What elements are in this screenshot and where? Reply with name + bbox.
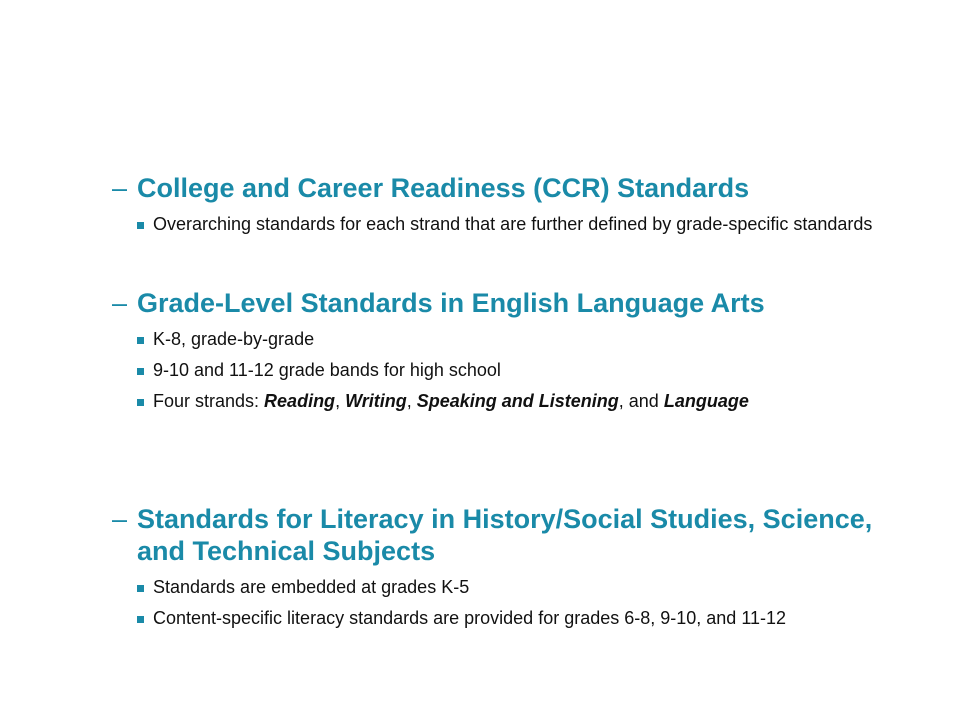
list-item xyxy=(112,577,912,598)
square-bullet-icon xyxy=(137,585,144,592)
bullet-text: 9-10 and 11-12 grade bands for high school xyxy=(153,360,501,380)
strand-language: Language xyxy=(663,391,749,411)
bullet-list xyxy=(112,329,912,412)
list-item xyxy=(112,214,912,235)
section-literacy-standards xyxy=(112,503,912,629)
bullet-text: Overarching standards for each strand that are further defined by grade-specific standards xyxy=(153,214,873,234)
square-bullet-icon xyxy=(137,222,144,229)
dash-marker: – xyxy=(112,288,128,318)
separator: , xyxy=(335,391,346,411)
heading-text: College and Career Readiness (CCR) Standards xyxy=(137,173,750,203)
list-item xyxy=(112,360,912,381)
strand-writing: Writing xyxy=(345,391,407,411)
square-bullet-icon xyxy=(137,399,144,406)
section-ccr-standards xyxy=(112,172,912,235)
square-bullet-icon xyxy=(137,368,144,375)
heading-text: Grade-Level Standards in English Language Arts xyxy=(137,288,765,318)
heading-text: Standards for Literacy in History/Social Studies, Science, and Technical Subjects xyxy=(137,504,873,566)
section-heading xyxy=(112,503,912,567)
bullet-list xyxy=(112,577,912,629)
bullet-list xyxy=(112,214,912,235)
list-item xyxy=(112,329,912,350)
square-bullet-icon xyxy=(137,337,144,344)
bullet-text: Standards are embedded at grades K-5 xyxy=(153,577,470,597)
section-heading xyxy=(112,172,912,204)
list-item xyxy=(112,391,912,412)
separator: , and xyxy=(618,391,664,411)
list-item xyxy=(112,608,912,629)
bullet-text: K-8, grade-by-grade xyxy=(153,329,315,349)
strand-reading: Reading xyxy=(264,391,336,411)
section-heading xyxy=(112,287,912,319)
section-grade-level-standards xyxy=(112,287,912,412)
bullet-text-prefix: Four strands: xyxy=(153,391,265,411)
square-bullet-icon xyxy=(137,616,144,623)
dash-marker: – xyxy=(112,504,128,534)
dash-marker: – xyxy=(112,173,128,203)
separator: , xyxy=(406,391,417,411)
bullet-text: Content-specific literacy standards are provided for grades 6-8, 9-10, and 11-12 xyxy=(153,608,787,628)
strand-speaking-listening: Speaking and Listening xyxy=(416,391,619,411)
